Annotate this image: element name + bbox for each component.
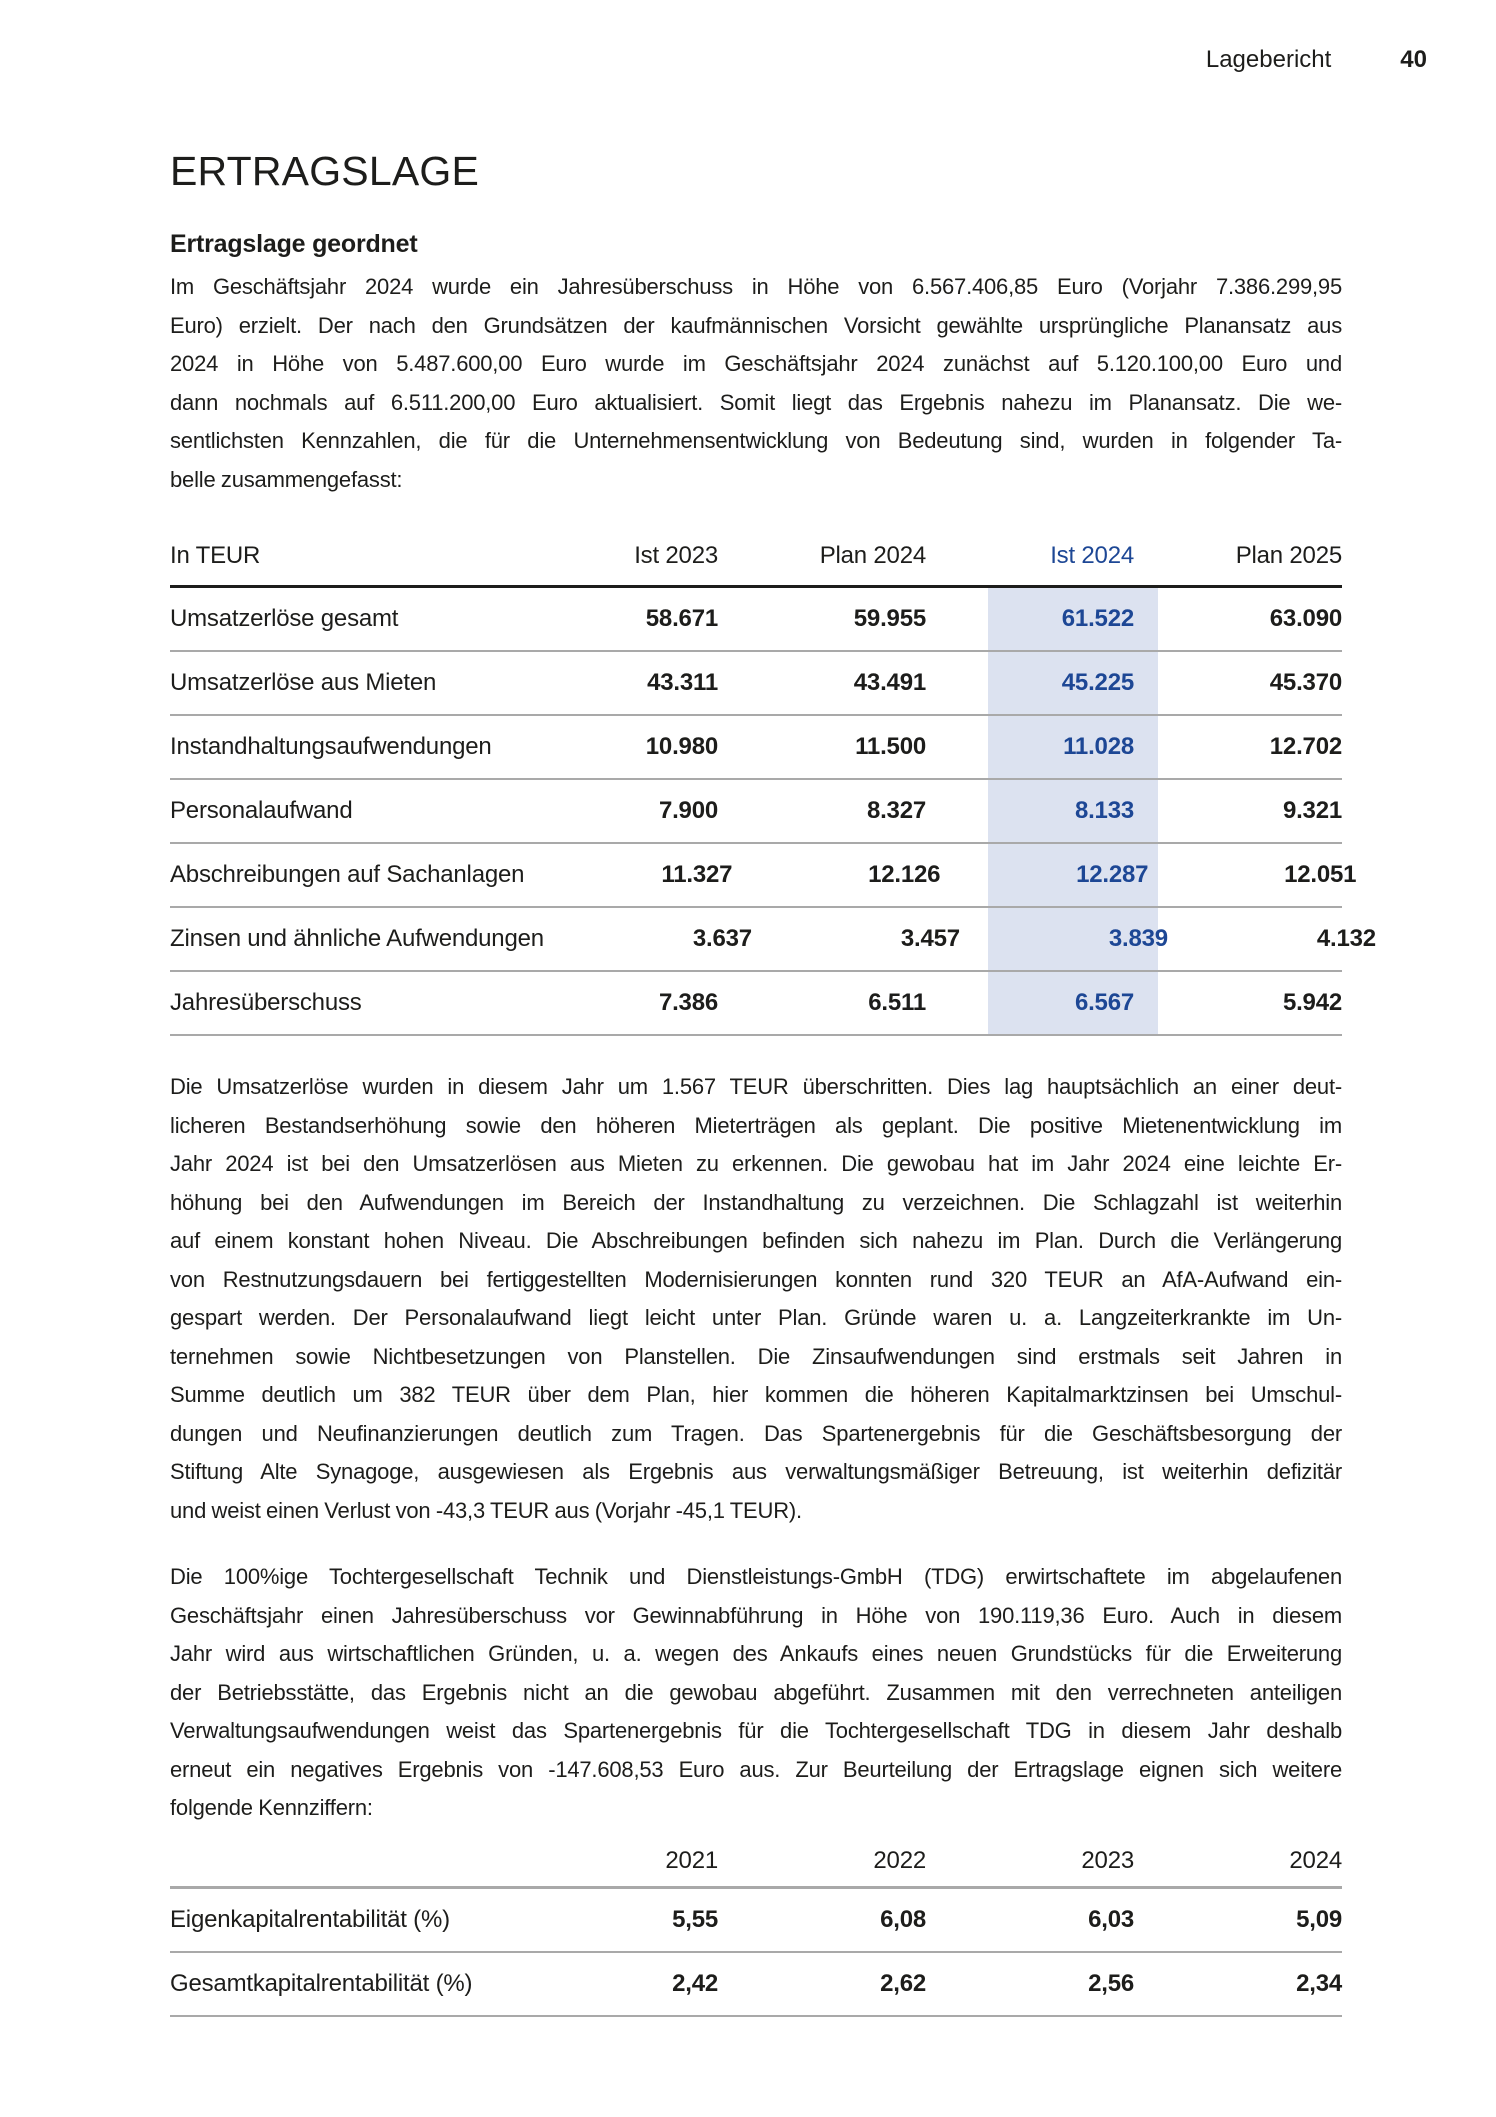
cell-value: 6,03 <box>1088 1906 1134 1933</box>
cell-value-highlighted: 61.522 <box>1061 605 1134 632</box>
row-label: Umsatzerlöse aus Mieten <box>170 669 437 696</box>
row-label: Abschreibungen auf Sachanlagen <box>170 861 525 888</box>
table-header-row <box>170 1836 1342 1889</box>
text-line: von Restnutzungsdauern bei fertiggestellten Modernisierungen konnten rund 320 TEUR an AfA-Aufwand ein- <box>170 1266 1342 1292</box>
column-header: Ist 2023 <box>634 542 718 569</box>
table-row <box>170 1953 1342 2017</box>
column-header: Plan 2024 <box>819 542 926 569</box>
text-line: erneut ein negatives Ergebnis von -147.608,53 Euro aus. Zur Beurteilung der Ertragslage eignen sich weitere <box>170 1756 1342 1782</box>
cell-value: 43.491 <box>853 669 926 696</box>
text-line: Jahr 2024 ist bei den Umsatzerlösen aus Mieten zu erkennen. Die gewobau hat im Jahr 2024 eine leichte Er- <box>170 1151 1342 1176</box>
text-line: Die 100%ige Tochtergesellschaft Technik und Dienstleistungs-GmbH (TDG) erwirtschaftete im abgelaufenen <box>170 1564 1342 1589</box>
text-line: ternehmen sowie Nichtbesetzungen von Planstellen. Die Zinsaufwendungen sind erstmals seit Jahren in <box>170 1343 1342 1369</box>
table-row <box>170 780 1342 844</box>
column-header-highlighted: Ist 2024 <box>1050 542 1134 569</box>
column-header: 2021 <box>665 1847 718 1874</box>
text-line: Verwaltungsaufwendungen weist das Spartenergebnis für die Tochtergesellschaft TDG in diesem Jahr deshalb <box>170 1718 1342 1743</box>
text-line: Euro) erzielt. Der nach den Grundsätzen der kaufmännischen Vorsicht gewählte ursprüngliche Planansatz aus <box>170 312 1342 338</box>
table-row <box>170 716 1342 780</box>
table-row <box>170 588 1342 652</box>
cell-value-highlighted: 12.287 <box>1076 861 1149 888</box>
cell-value: 59.955 <box>853 605 926 632</box>
cell-value: 2,62 <box>880 1970 926 1997</box>
cell-value: 12.702 <box>1269 733 1342 760</box>
section-heading: Ertragslage geordnet <box>170 230 418 258</box>
column-header: 2023 <box>1081 1847 1134 1874</box>
text-line: dungen und Neufinanzierungen deutlich zum Tragen. Das Spartenergebnis für die Geschäftsbesorgung der <box>170 1420 1342 1446</box>
column-header: Plan 2025 <box>1235 542 1342 569</box>
page-title: ERTRAGSLAGE <box>170 148 480 194</box>
cell-value: 58.671 <box>645 605 718 632</box>
cell-value: 2,34 <box>1296 1970 1342 1997</box>
cell-value-highlighted: 3.839 <box>1108 925 1168 952</box>
cell-value: 6.511 <box>868 989 926 1016</box>
cell-value-highlighted: 6.567 <box>1074 989 1134 1016</box>
cell-value-highlighted: 45.225 <box>1061 669 1134 696</box>
text-line: der Betriebsstätte, das Ergebnis nicht an die gewobau abgeführt. Zusammen mit den verrechneten anteiligen <box>170 1679 1342 1705</box>
text-line: Geschäftsjahr einen Jahresüberschuss vor Gewinnabführung in Höhe von 190.119,36 Euro. Auch in diesem <box>170 1602 1342 1628</box>
table-row <box>170 1889 1342 1953</box>
cell-value: 12.126 <box>868 861 941 888</box>
text-line: licheren Bestandserhöhung sowie den höheren Mieterträgen als geplant. Die positive Mietenentwicklung im <box>170 1112 1342 1138</box>
cell-value: 43.311 <box>647 669 718 696</box>
text-line: belle zusammengefasst: <box>170 466 403 492</box>
cell-value: 7.386 <box>658 989 718 1016</box>
table-row <box>170 844 1357 908</box>
cell-value: 5.942 <box>1282 989 1342 1016</box>
cell-value: 45.370 <box>1269 669 1342 696</box>
column-header: 2022 <box>873 1847 926 1874</box>
cell-value: 4.132 <box>1316 925 1376 952</box>
header-page-number: 40 <box>1400 46 1427 73</box>
cell-value: 2,42 <box>672 1970 718 1997</box>
cell-value: 9.321 <box>1282 797 1342 824</box>
row-label: Zinsen und ähnliche Aufwendungen <box>170 925 544 952</box>
cell-value: 63.090 <box>1269 605 1342 632</box>
paragraph-analysis <box>170 1068 1342 1530</box>
row-label: Instandhaltungsaufwendungen <box>170 733 492 760</box>
table-unit-label: In TEUR <box>170 542 261 569</box>
text-line: Summe deutlich um 382 TEUR über dem Plan, hier kommen die höheren Kapitalmarktzinsen bei Umschul- <box>170 1382 1342 1407</box>
paragraph-intro <box>170 268 1342 499</box>
kennziffern-table <box>170 1836 1342 2017</box>
page-header <box>1206 46 1427 74</box>
text-line: höhung bei den Aufwendungen im Bereich der Instandhaltung zu verzeichnen. Die Schlagzahl ist weiterhin <box>170 1189 1342 1215</box>
table-row <box>170 972 1342 1036</box>
text-line: und weist einen Verlust von -43,3 TEUR aus (Vorjahr -45,1 TEUR). <box>170 1497 802 1523</box>
table-header-row <box>170 527 1342 588</box>
column-header: 2024 <box>1289 1847 1342 1874</box>
kennzahlen-table <box>170 527 1376 1036</box>
cell-value: 12.051 <box>1284 861 1357 888</box>
cell-value: 2,56 <box>1088 1970 1134 1997</box>
cell-value: 11.500 <box>855 733 926 760</box>
cell-value-highlighted: 11.028 <box>1063 733 1134 760</box>
text-line: dann nochmals auf 6.511.200,00 Euro aktualisiert. Somit liegt das Ergebnis nahezu im Planansatz. Die we- <box>170 389 1342 415</box>
text-line: folgende Kennziffern: <box>170 1795 373 1820</box>
table-row <box>170 652 1342 716</box>
text-line: Jahr wird aus wirtschaftlichen Gründen, u. a. wegen des Ankaufs eines neuen Grundstücks für die Erweiterung <box>170 1641 1342 1666</box>
cell-value-highlighted: 8.133 <box>1074 797 1134 824</box>
cell-value: 5,55 <box>672 1906 718 1933</box>
text-line: 2024 in Höhe von 5.487.600,00 Euro wurde im Geschäftsjahr 2024 zunächst auf 5.120.100,00 Euro und <box>170 351 1342 376</box>
row-label: Gesamtkapitalrentabilität (%) <box>170 1970 473 1997</box>
cell-value: 8.327 <box>866 797 926 824</box>
cell-value: 7.900 <box>658 797 718 824</box>
row-label: Umsatzerlöse gesamt <box>170 605 399 632</box>
cell-value: 10.980 <box>645 733 718 760</box>
cell-value: 5,09 <box>1296 1906 1342 1933</box>
cell-value: 6,08 <box>880 1906 926 1933</box>
table-row <box>170 908 1376 972</box>
cell-value: 3.637 <box>692 925 752 952</box>
text-line: auf einem konstant hohen Niveau. Die Abschreibungen befinden sich nahezu im Plan. Durch die Verlängerung <box>170 1228 1342 1253</box>
cell-value: 11.327 <box>661 861 733 888</box>
text-line: Im Geschäftsjahr 2024 wurde ein Jahresüberschuss in Höhe von 6.567.406,85 Euro (Vorjahr 7.386.299,95 <box>170 274 1342 299</box>
text-line: gespart werden. Der Personalaufwand liegt leicht unter Plan. Gründe waren u. a. Langzeiterkrankte im Un- <box>170 1305 1342 1330</box>
row-label: Personalaufwand <box>170 797 353 824</box>
row-label: Eigenkapitalrentabilität (%) <box>170 1906 450 1933</box>
header-section-label: Lagebericht <box>1205 46 1332 73</box>
row-label: Jahresüberschuss <box>170 989 362 1016</box>
text-line: Die Umsatzerlöse wurden in diesem Jahr um 1.567 TEUR überschritten. Dies lag hauptsächlich an einer deut- <box>170 1074 1342 1099</box>
paragraph-subsidiary <box>170 1558 1342 1828</box>
text-line: sentlichsten Kennzahlen, die für die Unternehmensentwicklung von Bedeutung sind, wurden in folgender Ta- <box>170 428 1342 453</box>
cell-value: 3.457 <box>900 925 960 952</box>
text-line: Stiftung Alte Synagoge, ausgewiesen als Ergebnis aus verwaltungsmäßiger Betreuung, ist weiterhin defizitär <box>170 1459 1342 1484</box>
